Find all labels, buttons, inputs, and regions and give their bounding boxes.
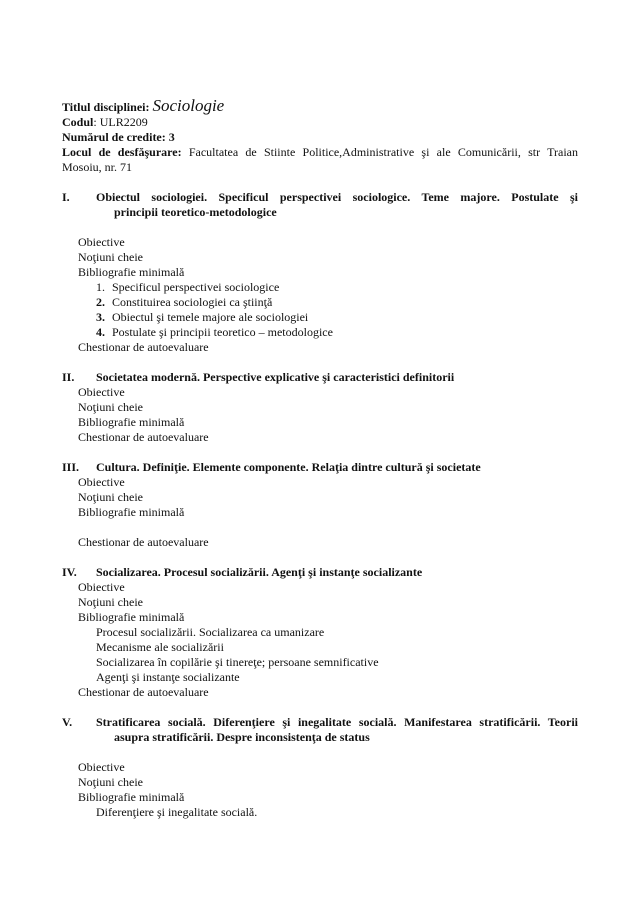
location-value-line1: Facultatea de Stiinte Politice,Administrative şi ale Comunicării, str Traian <box>188 145 579 159</box>
bibliography-label: Bibliografie minimală <box>78 505 185 519</box>
concepts-label: Noţiuni cheie <box>78 400 143 414</box>
section-2-body <box>78 385 578 445</box>
objectives-label: Obiective <box>78 235 125 249</box>
questionnaire-label: Chestionar de autoevaluare <box>78 340 209 354</box>
objectives-label: Obiective <box>78 385 125 399</box>
section-number: II. <box>62 370 75 384</box>
section-2 <box>62 370 578 385</box>
objectives-label: Obiective <box>78 760 125 774</box>
section-1 <box>62 190 578 220</box>
section-title: Societatea modernă. Perspective explicative şi caracteristici definitorii <box>96 370 455 384</box>
concepts-label: Noţiuni cheie <box>78 595 143 609</box>
bibliography-label: Bibliografie minimală <box>78 415 185 429</box>
section-number: I. <box>62 190 70 204</box>
section-1-items <box>96 280 578 340</box>
section-title: Cultura. Definiţie. Elemente componente. Relaţia dintre cultură şi societate <box>96 460 481 474</box>
section-number: V. <box>62 715 73 729</box>
course-code-label: Codul <box>62 115 94 129</box>
section-5-body <box>78 760 578 805</box>
concepts-label: Noţiuni cheie <box>78 490 143 504</box>
list-item: 4. Postulate şi principii teoretico – metodologice <box>96 325 333 339</box>
section-4 <box>62 565 578 580</box>
section-1-body <box>78 235 578 280</box>
questionnaire-label: Chestionar de autoevaluare <box>78 535 209 549</box>
section-title: Socializarea. Procesul socializării. Agenţi şi instanţe socializante <box>96 565 423 579</box>
list-item: Procesul socializării. Socializarea ca umanizare <box>96 625 325 639</box>
questionnaire-label: Chestionar de autoevaluare <box>78 685 209 699</box>
list-item: Agenţi şi instanţe socializante <box>96 670 240 684</box>
bibliography-label: Bibliografie minimală <box>78 265 185 279</box>
course-code-line <box>62 115 578 130</box>
location-value-line2: Mosoiu, nr. 71 <box>62 160 133 174</box>
objectives-label: Obiective <box>78 475 125 489</box>
course-title-label: Titlul disciplinei: <box>62 100 150 114</box>
list-item: 1. Specificul perspectivei sociologice <box>96 280 280 294</box>
list-item: Mecanisme ale socializării <box>96 640 224 654</box>
section-number: IV. <box>62 565 77 579</box>
section-title: Stratificarea socială. Diferenţiere şi inegalitate socială. Manifestarea stratificării. Teorii asupra stratificării. Despre inconsistenţa de status <box>96 715 578 744</box>
course-title: Sociologie <box>152 96 225 115</box>
section-3-body <box>78 475 578 550</box>
concepts-label: Noţiuni cheie <box>78 775 143 789</box>
document-page <box>62 98 578 820</box>
list-item: 3. Obiectul şi temele majore ale sociologiei <box>96 310 309 324</box>
course-location <box>62 145 578 175</box>
course-code-value: : ULR2209 <box>93 115 148 129</box>
section-4-items <box>96 625 578 685</box>
list-item: 2. Constituirea sociologiei ca ştiinţă <box>96 295 273 309</box>
section-title: Obiectul sociologiei. Specificul perspectivei sociologice. Teme majore. Postulate şi principii teoretico-metodologice <box>96 190 578 219</box>
questionnaire-label: Chestionar de autoevaluare <box>78 430 209 444</box>
concepts-label: Noţiuni cheie <box>78 250 143 264</box>
objectives-label: Obiective <box>78 580 125 594</box>
list-item: Socializarea în copilărie şi tinereţe; persoane semnificative <box>96 655 379 669</box>
course-credits: Numărul de credite: 3 <box>62 130 175 144</box>
section-number: III. <box>62 460 80 474</box>
section-5 <box>62 715 578 745</box>
section-3 <box>62 460 578 475</box>
bibliography-label: Bibliografie minimală <box>78 610 185 624</box>
section-5-items <box>96 805 578 820</box>
location-label: Locul de desfăşurare: <box>62 145 182 159</box>
bibliography-label: Bibliografie minimală <box>78 790 185 804</box>
list-item: Diferenţiere şi inegalitate socială. <box>96 805 258 819</box>
course-title-line <box>62 98 578 115</box>
section-4-body <box>78 580 578 625</box>
